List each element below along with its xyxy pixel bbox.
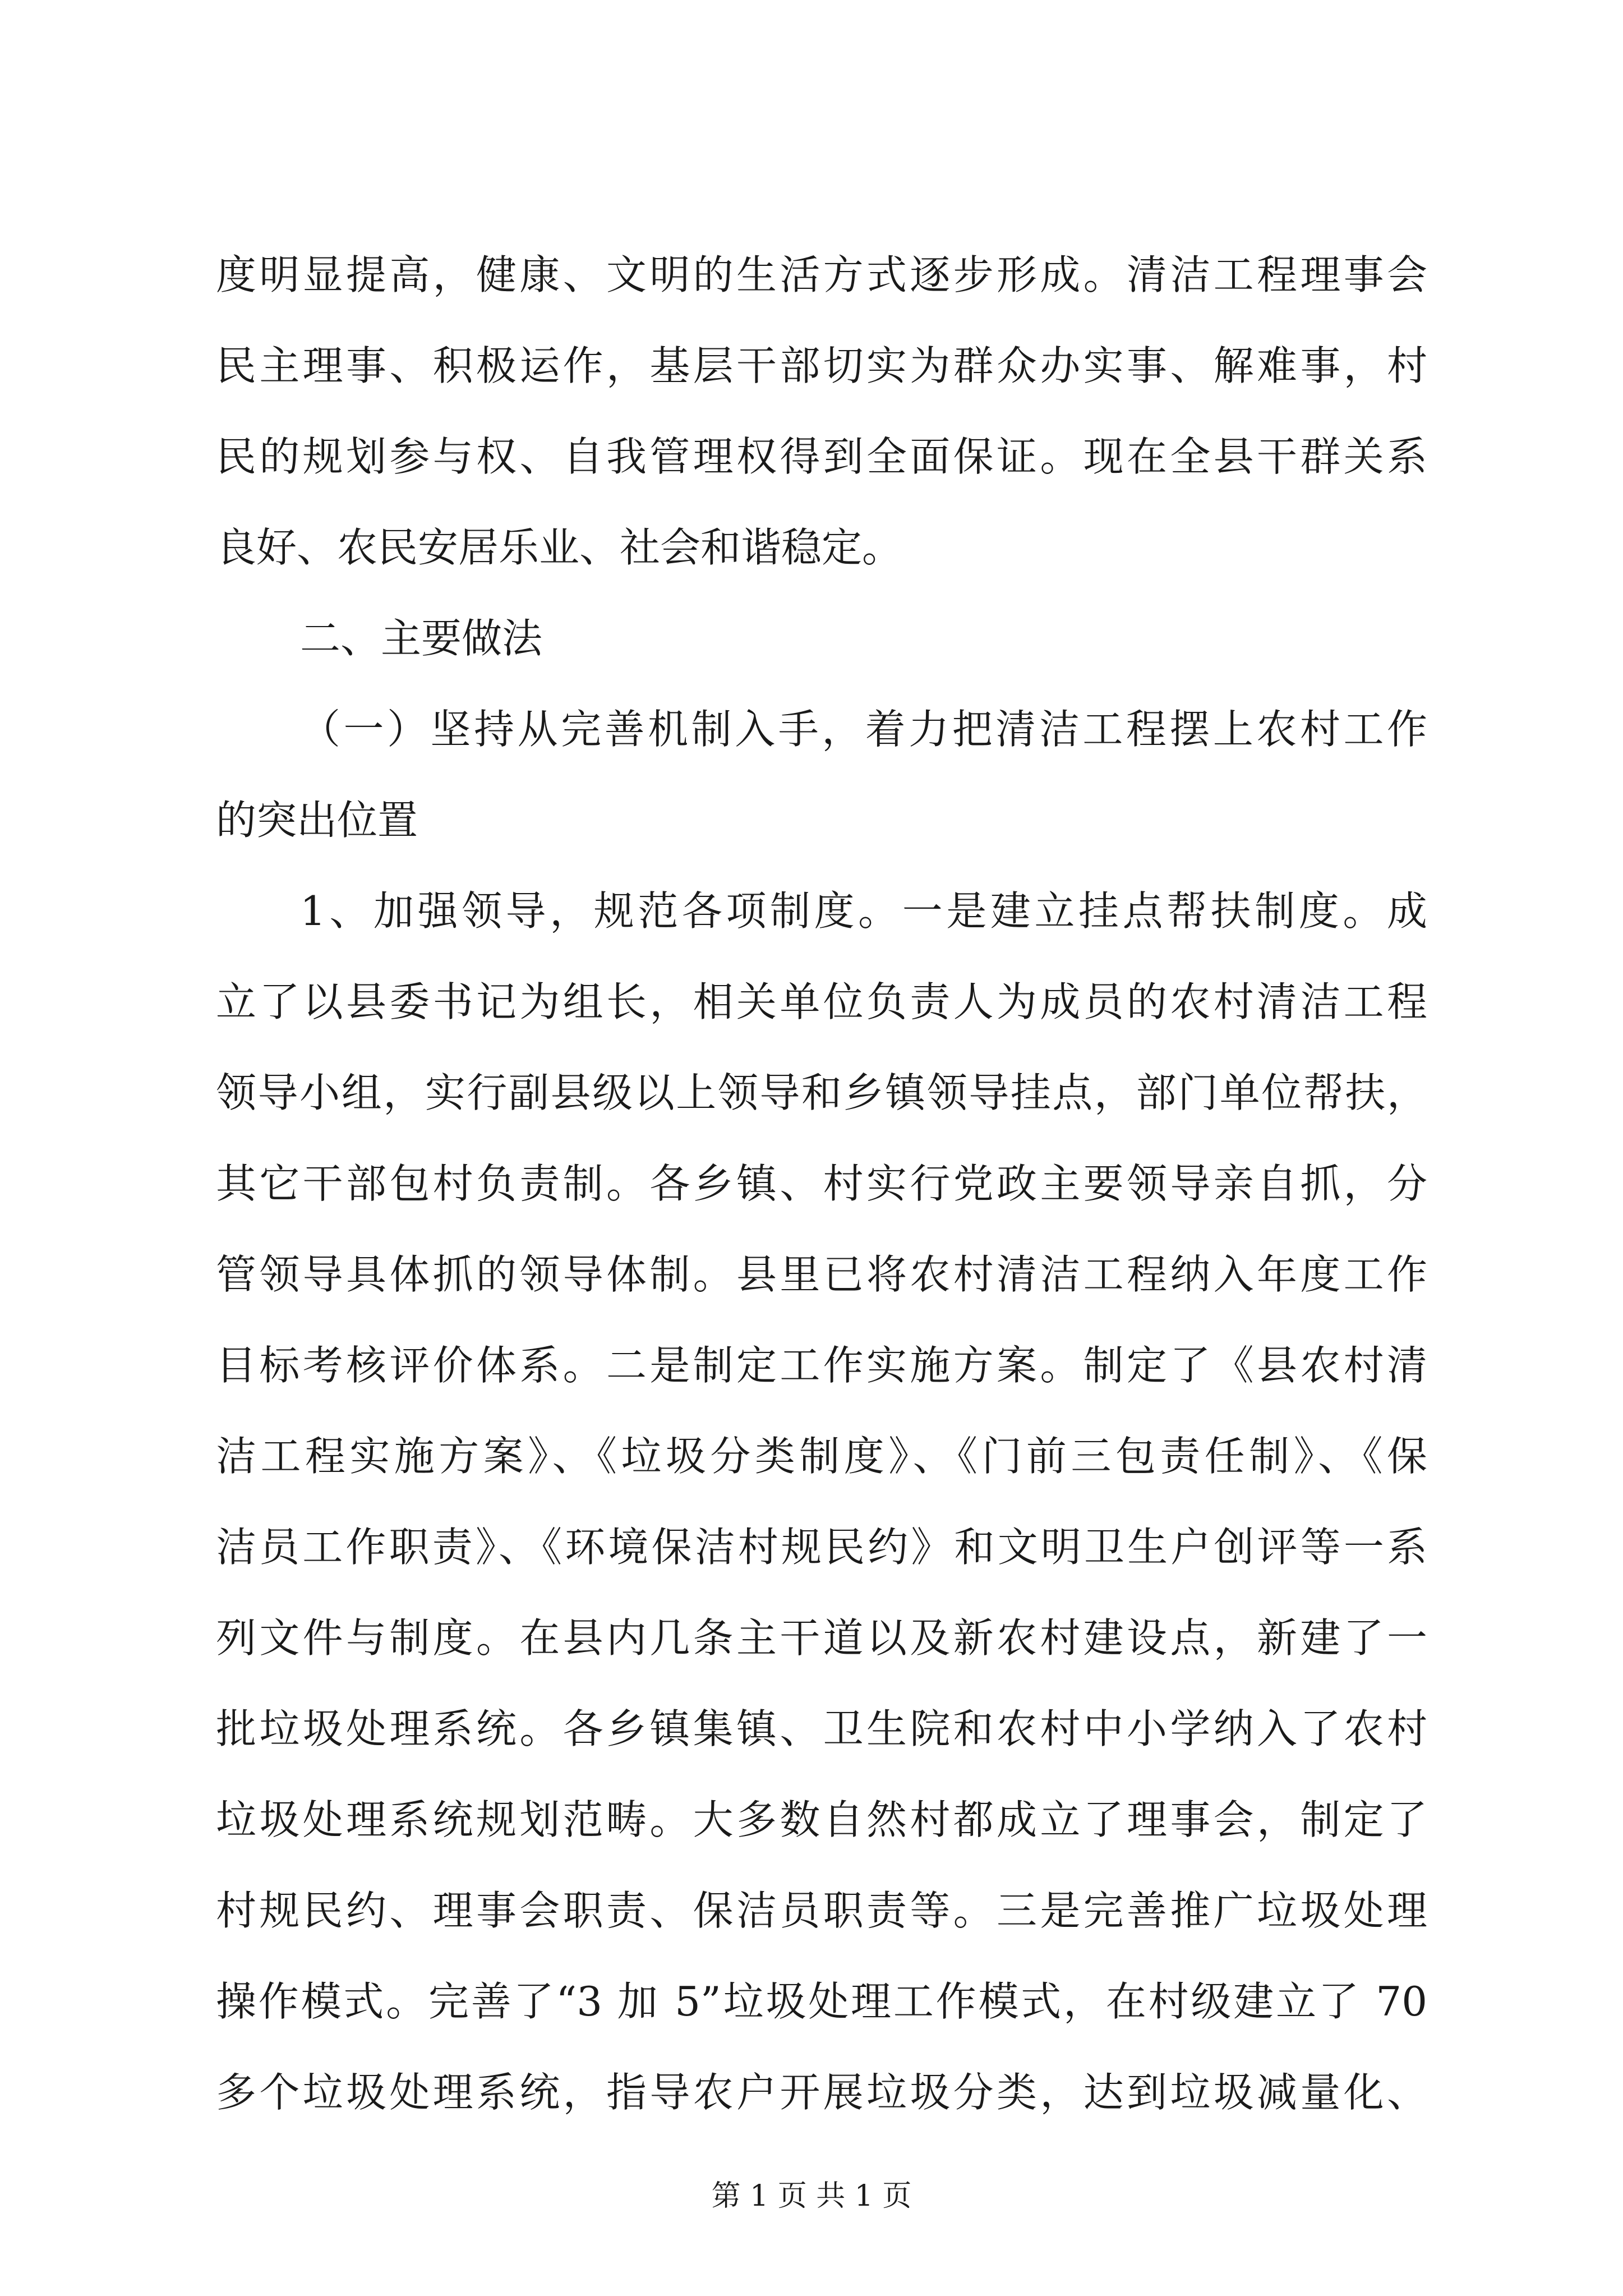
body-text-line: 立了以县委书记为组长，相关单位负责人为成员的农村清洁工程 [216, 978, 1427, 1025]
body-text-line: 列文件与制度。在县内几条主干道以及新农村建设点，新建了一 [216, 1614, 1427, 1662]
body-text-line: 洁工程实施方案》、《垃圾分类制度》、《门前三包责任制》、《保 [216, 1433, 1427, 1480]
body-text-line: 村规民约、理事会职责、保洁员职责等。三是完善推广垃圾处理 [216, 1887, 1427, 1934]
body-text-line: 1、加强领导，规范各项制度。一是建立挂点帮扶制度。成 [300, 887, 1427, 935]
body-text-line: 良好、农民安居乐业、社会和谐稳定。 [216, 524, 903, 571]
body-text-line: 领导小组，实行副县级以上领导和乡镇领导挂点，部门单位帮扶， [216, 1069, 1427, 1116]
body-text-line: 洁员工作职责》、《环境保洁村规民约》和文明卫生户创评等一系 [216, 1524, 1427, 1571]
body-text-line: 其它干部包村负责制。各乡镇、村实行党政主要领导亲自抓，分 [216, 1160, 1427, 1207]
body-text-line: 批垃圾处理系统。各乡镇集镇、卫生院和农村中小学纳入了农村 [216, 1705, 1427, 1752]
subsection-heading: （一）坚持从完善机制入手，着力把清洁工程摆上农村工作 [300, 706, 1427, 753]
body-text-line: 民的规划参与权、自我管理权得到全面保证。现在全县干群关系 [216, 433, 1427, 480]
body-text-line: 管领导具体抓的领导体制。县里已将农村清洁工程纳入年度工作 [216, 1251, 1427, 1298]
page-number-footer: 第 1 页 共 1 页 [711, 2179, 912, 2213]
body-text-line: 度明显提高，健康、文明的生活方式逐步形成。清洁工程理事会 [216, 251, 1427, 298]
body-text-line: 操作模式。完善了“3 加 5”垃圾处理工作模式，在村级建立了 70 [216, 1978, 1427, 2025]
body-text-line: 多个垃圾处理系统，指导农户开展垃圾分类，达到垃圾减量化、 [216, 2069, 1427, 2116]
subsection-heading-continued: 的突出位置 [216, 797, 418, 844]
body-text-line: 目标考核评价体系。二是制定工作实施方案。制定了《县农村清 [216, 1342, 1427, 1389]
body-text-line: 民主理事、积极运作，基层干部切实为群众办实事、解难事，村 [216, 342, 1427, 389]
body-text-line: 垃圾处理系统规划范畴。大多数自然村都成立了理事会，制定了 [216, 1796, 1427, 1843]
section-heading: 二、主要做法 [300, 615, 543, 662]
